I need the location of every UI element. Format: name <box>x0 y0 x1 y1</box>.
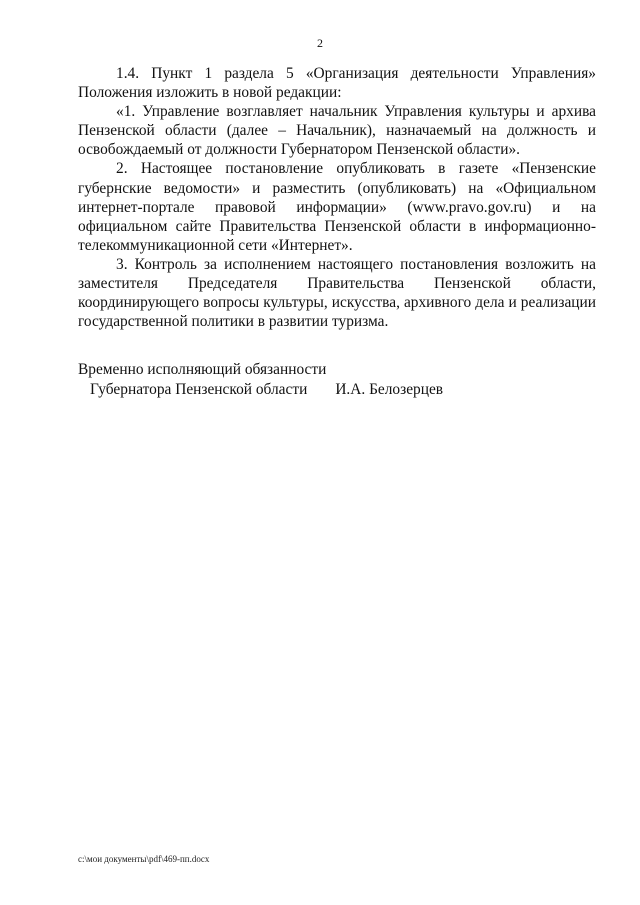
signatory-name: И.А. Белозерцев <box>335 380 444 398</box>
paragraph-1-4: 1.4. Пункт 1 раздела 5 «Организация деятельности Управления» Положения изложить в новой редакции: <box>78 65 596 102</box>
document-body <box>78 64 596 331</box>
signature-block <box>78 360 596 399</box>
paragraph-3: 3. Контроль за исполнением настоящего постановления возложить на заместителя Председателя Правительства Пензенской области, координирующего вопросы культуры, искусства, архивного дела и реализации государственной политики в развитии туризма. <box>78 255 596 331</box>
page-number: 2 <box>317 36 323 50</box>
signature-position-title: Губернатора Пензенской области <box>90 380 308 398</box>
footer-file-path: c:\мои документы\pdf\469-пп.docx <box>78 854 210 864</box>
signature-position-line-1: Временно исполняющий обязанности <box>78 361 327 378</box>
paragraph-2: 2. Настоящее постановление опубликовать в газете «Пензенские губернские ведомости» и разместить (опубликовать) на «Официальном интернет-портале правовой информации» (www.pravo.gov.ru) и на официальном сайте Правительства Пензенской области в информационно-телекоммуникационной сети «Интернет». <box>78 160 596 254</box>
paragraph-quoted-clause: «1. Управление возглавляет начальник Управления культуры и архива Пензенской области (далее – Начальник), назначаемый на должность и освобождаемый от должности Губернатором Пензенской области». <box>78 103 596 159</box>
signature-position-line-2 <box>78 380 596 400</box>
